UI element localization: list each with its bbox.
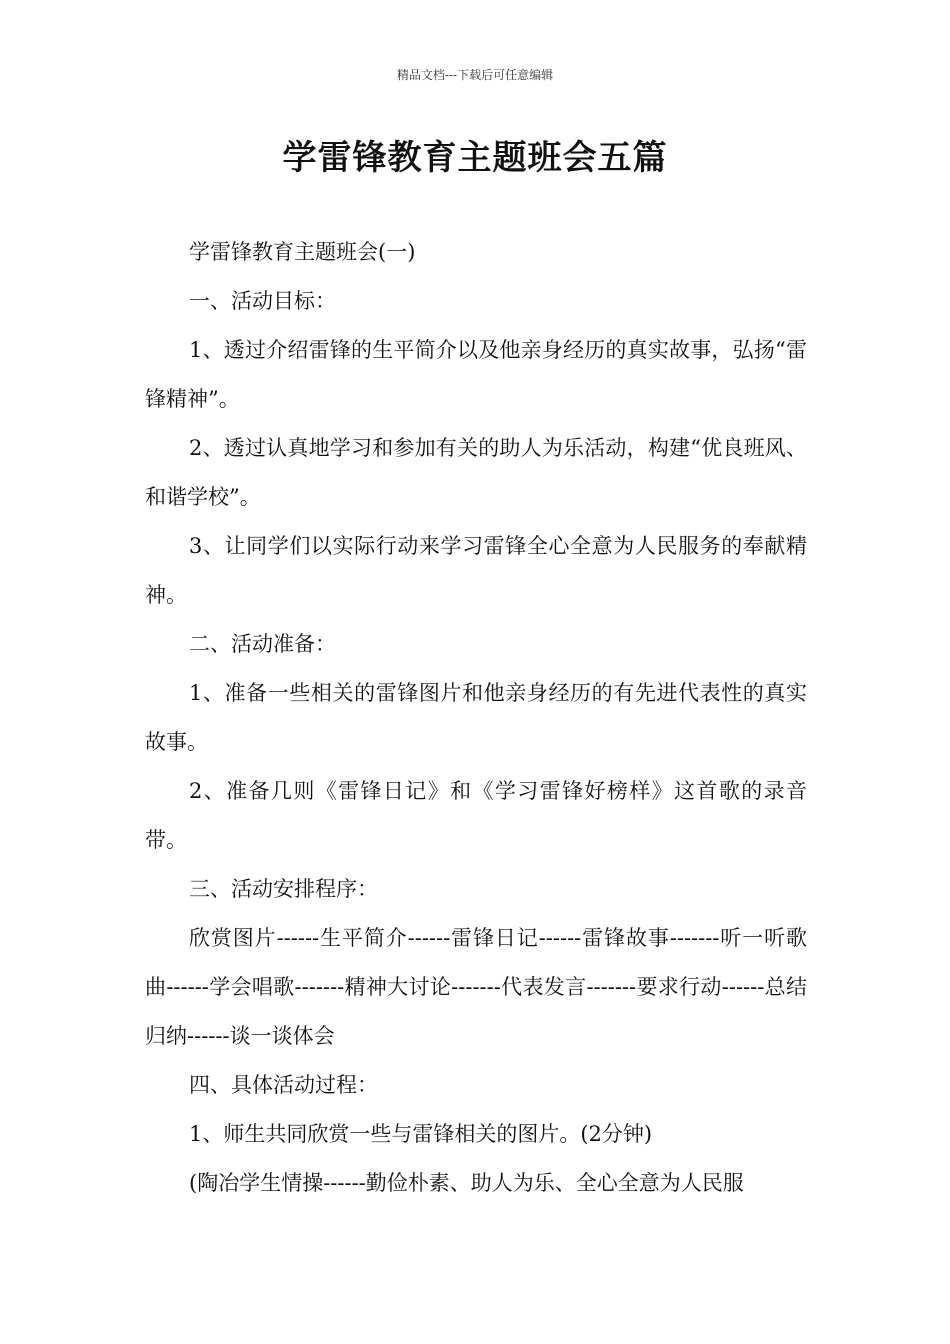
paragraph: (陶冶学生情操------勤俭朴素、助人为乐、全心全意为人民服 [189, 1171, 744, 1195]
document-body [145, 228, 807, 1208]
paragraph: 2、透过认真地学习和参加有关的助人为乐活动，构建“优良班风、和谐学校”。 [145, 436, 807, 509]
paragraph: 2、准备几则《雷锋日记》和《学习雷锋好榜样》这首歌的录音带。 [145, 779, 807, 852]
section-heading: 学雷锋教育主题班会(一) [189, 240, 416, 264]
section-heading: 二、活动准备： [189, 632, 336, 656]
header-note: 精品文档---下载后可任意编辑 [396, 68, 554, 82]
section-heading: 四、具体活动过程： [189, 1073, 378, 1097]
document-title: 学雷锋教育主题班会五篇 [282, 138, 668, 178]
section-heading: 一、活动目标： [189, 289, 336, 313]
paragraph: 1、师生共同欣赏一些与雷锋相关的图片。(2分钟) [189, 1122, 653, 1146]
paragraph: 欣赏图片------生平简介------雷锋日记------雷锋故事-------听一听歌曲------学会唱歌-------精神大讨论-------代表发言-------要求行动------总结归纳------谈一谈体会 [145, 926, 807, 1048]
section-heading: 三、活动安排程序： [189, 877, 378, 901]
paragraph: 1、透过介绍雷锋的生平简介以及他亲身经历的真实故事，弘扬“雷锋精神”。 [145, 338, 807, 411]
paragraph: 3、让同学们以实际行动来学习雷锋全心全意为人民服务的奉献精神。 [145, 534, 807, 607]
paragraph: 1、准备一些相关的雷锋图片和他亲身经历的有先进代表性的真实故事。 [145, 681, 807, 754]
